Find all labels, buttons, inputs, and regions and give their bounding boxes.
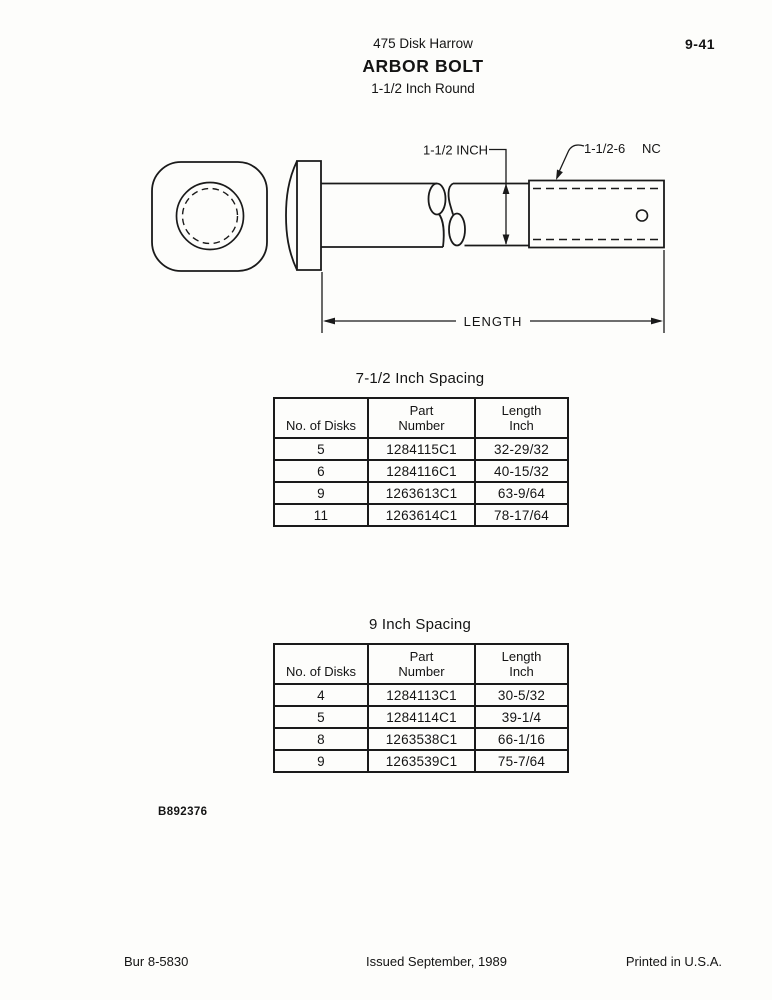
part-number-cell: 1263539C1 xyxy=(368,750,475,772)
arrow-up xyxy=(503,184,510,195)
part-number-cell: 1284114C1 xyxy=(368,706,475,728)
disks-cell: 9 xyxy=(274,750,368,772)
arrow-right xyxy=(651,318,663,325)
thread-callout xyxy=(556,141,661,180)
part-number-cell: 1284115C1 xyxy=(368,438,475,460)
thread-section-outline xyxy=(529,181,664,248)
disks-cell: 5 xyxy=(274,438,368,460)
head-dome xyxy=(286,161,297,270)
table-title-9: 9 Inch Spacing xyxy=(368,616,472,633)
col-header-part xyxy=(368,398,475,438)
page-title: ARBOR BOLT xyxy=(362,55,484,76)
head-square-outline xyxy=(152,162,267,271)
length-cell: 39-1/4 xyxy=(475,706,568,728)
bolt-head-front-view xyxy=(152,162,267,271)
col-header-line: Inch xyxy=(509,664,534,679)
spacing-table-7-1-2 xyxy=(273,397,569,527)
length-cell: 63-9/64 xyxy=(475,482,568,504)
diameter-leader-line xyxy=(489,150,506,245)
footer-issue-date: Issued September, 1989 xyxy=(366,954,507,969)
page-number: 9-41 xyxy=(685,36,716,52)
col-header-length xyxy=(475,398,568,438)
table-row xyxy=(274,750,568,772)
table-row xyxy=(274,460,568,482)
page-header xyxy=(262,35,584,98)
break-right-curve xyxy=(449,184,453,215)
diameter-label: 1-1/2 INCH xyxy=(422,142,488,158)
header-row xyxy=(274,398,568,438)
break-ellipse-right xyxy=(449,214,465,246)
disks-cell: 5 xyxy=(274,706,368,728)
part-number-cell: 1263614C1 xyxy=(368,504,475,526)
length-cell: 40-15/32 xyxy=(475,460,568,482)
arrow-thread xyxy=(556,170,563,181)
break-ellipse-left xyxy=(429,184,446,215)
table-row xyxy=(274,684,568,706)
col-header-line: Number xyxy=(398,418,445,433)
arbor-bolt-drawing xyxy=(130,125,730,340)
thread-leader-line xyxy=(559,145,585,173)
table-row xyxy=(274,504,568,526)
col-header-line: Number xyxy=(398,664,445,679)
header-row xyxy=(274,644,568,684)
spacing-table-9 xyxy=(273,643,569,773)
col-header-disks: No. of Disks xyxy=(274,398,368,438)
model-name: 475 Disk Harrow xyxy=(373,36,473,51)
col-header-part xyxy=(368,644,475,684)
table-row xyxy=(274,438,568,460)
table-row xyxy=(274,482,568,504)
disks-cell: 6 xyxy=(274,460,368,482)
arrow-left xyxy=(323,318,335,325)
table-row xyxy=(274,728,568,750)
col-header-line: Part xyxy=(409,649,434,664)
disks-cell: 9 xyxy=(274,482,368,504)
head-flange xyxy=(297,161,321,270)
col-header-length xyxy=(475,644,568,684)
col-header-line: Length xyxy=(501,649,542,664)
length-cell: 66-1/16 xyxy=(475,728,568,750)
figure-code: B892376 xyxy=(158,806,208,818)
part-number-cell: 1263538C1 xyxy=(368,728,475,750)
bolt-side-view xyxy=(286,161,664,270)
disks-cell: 11 xyxy=(274,504,368,526)
length-cell: 75-7/64 xyxy=(475,750,568,772)
disks-cell: 4 xyxy=(274,684,368,706)
col-header-disks: No. of Disks xyxy=(274,644,368,684)
footer-printed-in: Printed in U.S.A. xyxy=(625,954,722,969)
length-cell: 78-17/64 xyxy=(475,504,568,526)
diameter-dimension xyxy=(423,143,509,246)
part-number-cell: 1263613C1 xyxy=(368,482,475,504)
thread-label-suffix: NC xyxy=(642,141,661,156)
footer-publication-number: Bur 8-5830 xyxy=(124,954,189,969)
table-row xyxy=(274,706,568,728)
size-subtitle: 1-1/2 Inch Round xyxy=(371,81,475,97)
arrow-down xyxy=(503,235,510,246)
col-header-line: Inch xyxy=(509,418,534,433)
part-number-cell: 1284113C1 xyxy=(368,684,475,706)
thread-label: 1-1/2-6 xyxy=(584,141,626,156)
break-s-curve xyxy=(439,214,444,248)
col-header-line: Length xyxy=(501,403,542,418)
length-cell: 30-5/32 xyxy=(475,684,568,706)
disks-cell: 8 xyxy=(274,728,368,750)
length-dimension xyxy=(322,250,664,333)
head-shank-circle xyxy=(177,183,244,250)
length-label: LENGTH xyxy=(463,314,523,329)
cotter-pin-hole xyxy=(637,210,648,221)
table-title-7-1-2: 7-1/2 Inch Spacing xyxy=(355,370,485,387)
col-header-line: Part xyxy=(409,403,434,418)
head-hidden-circle xyxy=(183,189,238,244)
length-cell: 32-29/32 xyxy=(475,438,568,460)
part-number-cell: 1284116C1 xyxy=(368,460,475,482)
